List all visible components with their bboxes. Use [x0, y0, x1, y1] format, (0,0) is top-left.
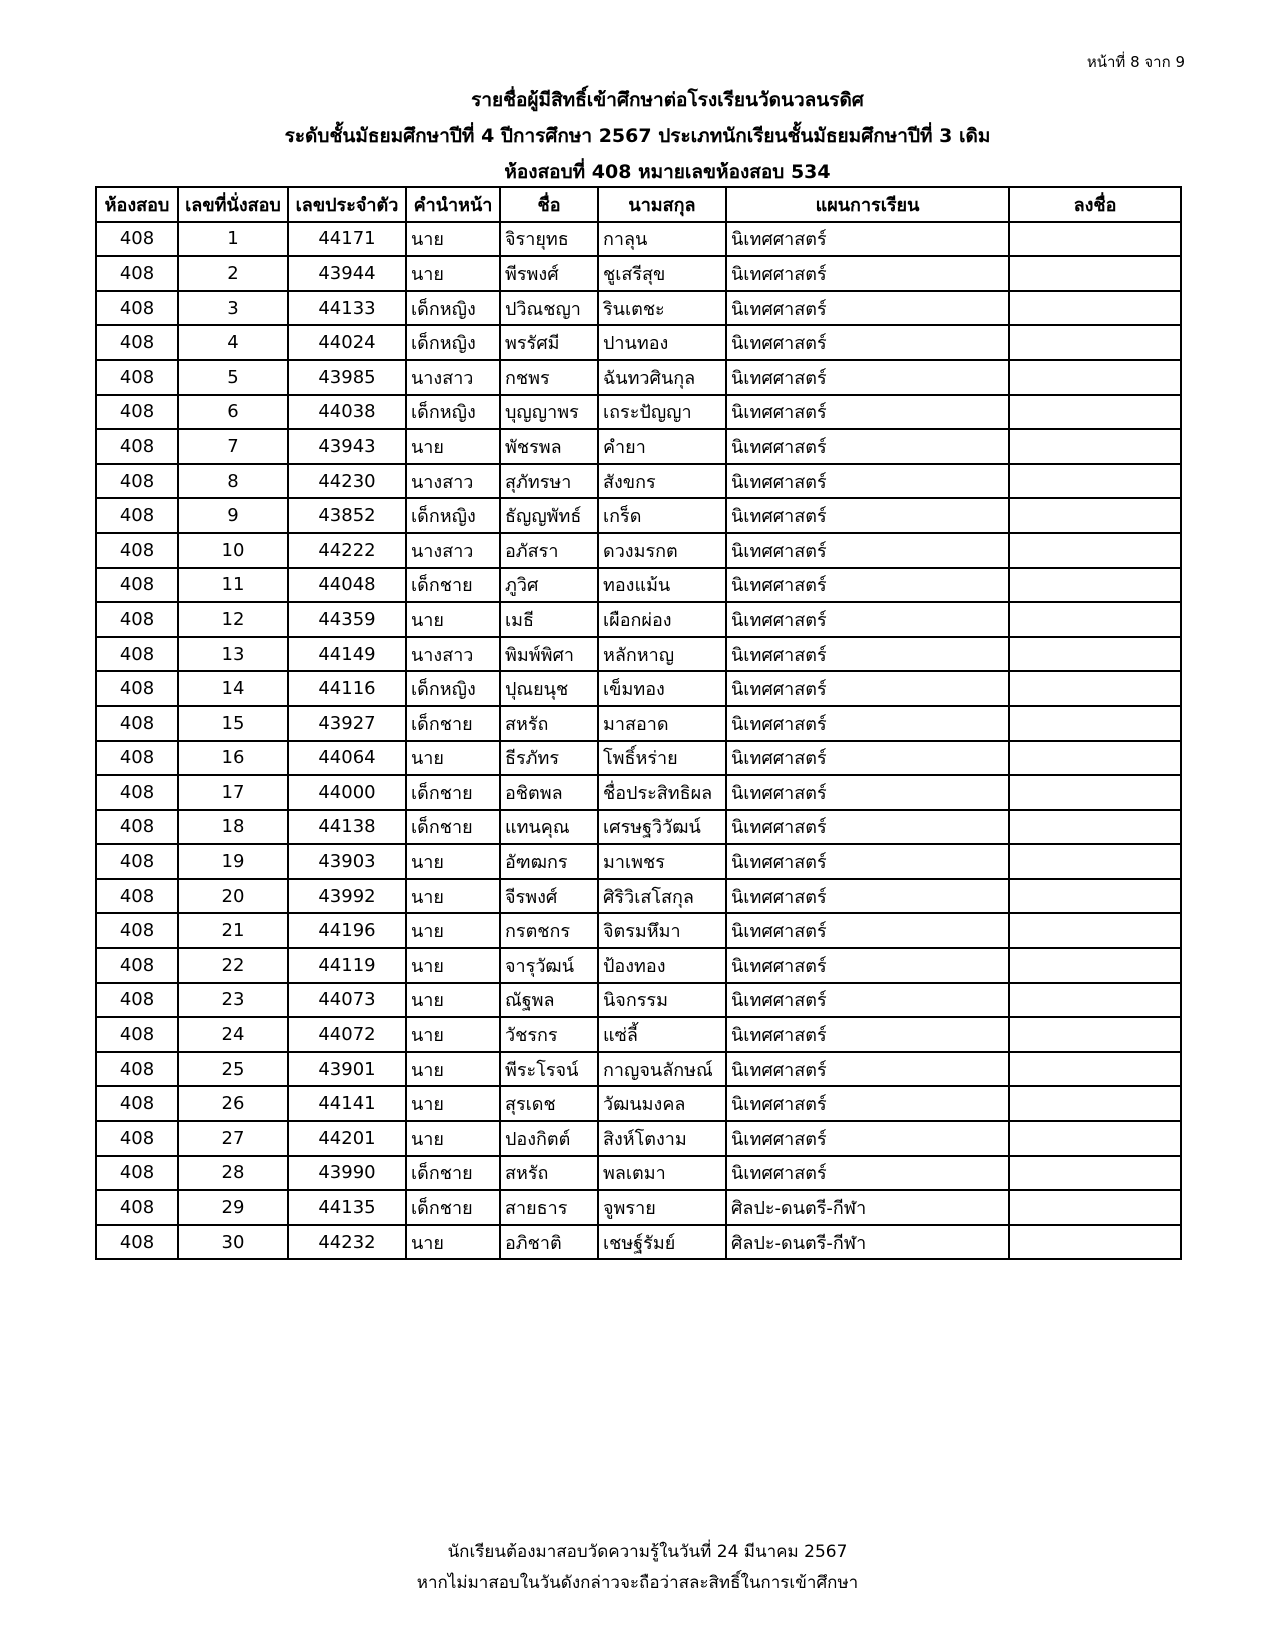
signature-cell[interactable]	[1009, 844, 1181, 879]
first-name-cell: จีรพงศ์	[500, 879, 598, 914]
table-row	[96, 741, 1181, 776]
last-name-cell: เชษฐ์รัมย์	[598, 1225, 726, 1260]
prefix-cell: เด็กหญิง	[406, 291, 500, 326]
table-row	[96, 879, 1181, 914]
student-id-cell: 44119	[288, 948, 406, 983]
student-id-cell: 43992	[288, 879, 406, 914]
prefix-cell: เด็กชาย	[406, 568, 500, 603]
exam-room-cell: 408	[96, 325, 178, 360]
table-row	[96, 568, 1181, 603]
prefix-cell: นาย	[406, 948, 500, 983]
table-row	[96, 775, 1181, 810]
last-name-cell: เกร็ด	[598, 498, 726, 533]
signature-cell[interactable]	[1009, 498, 1181, 533]
prefix-cell: นาย	[406, 1225, 500, 1260]
signature-cell[interactable]	[1009, 568, 1181, 603]
seat-number-cell: 11	[178, 568, 288, 603]
last-name-cell: เข็มทอง	[598, 671, 726, 706]
student-id-cell: 43985	[288, 360, 406, 395]
student-roster-table	[95, 186, 1182, 1260]
first-name-cell: สหรัถ	[500, 1156, 598, 1191]
last-name-cell: ชูเสรีสุข	[598, 256, 726, 291]
study-plan-cell: นิเทศศาสตร์	[726, 464, 1009, 499]
exam-room-cell: 408	[96, 1190, 178, 1225]
signature-cell[interactable]	[1009, 1190, 1181, 1225]
exam-room-cell: 408	[96, 879, 178, 914]
study-plan-cell: นิเทศศาสตร์	[726, 1156, 1009, 1191]
signature-cell[interactable]	[1009, 291, 1181, 326]
forfeit-notice: หากไม่มาสอบในวันดังกล่าวจะถือว่าสละสิทธิ์ในการเข้าศึกษา	[416, 1573, 859, 1593]
last-name-cell: โพธิ์หร่าย	[598, 741, 726, 776]
last-name-cell: นิจกรรม	[598, 983, 726, 1018]
student-id-cell: 44073	[288, 983, 406, 1018]
study-plan-cell: นิเทศศาสตร์	[726, 395, 1009, 430]
study-plan-cell: นิเทศศาสตร์	[726, 602, 1009, 637]
first-name-cell: ปองกิตต์	[500, 1121, 598, 1156]
study-plan-cell: นิเทศศาสตร์	[726, 741, 1009, 776]
first-name-cell: พีรพงศ์	[500, 256, 598, 291]
study-plan-cell: นิเทศศาสตร์	[726, 1052, 1009, 1087]
table-row	[96, 464, 1181, 499]
exam-room-cell: 408	[96, 844, 178, 879]
signature-cell[interactable]	[1009, 706, 1181, 741]
seat-number-cell: 2	[178, 256, 288, 291]
signature-cell[interactable]	[1009, 325, 1181, 360]
signature-cell[interactable]	[1009, 464, 1181, 499]
signature-cell[interactable]	[1009, 1225, 1181, 1260]
last-name-cell: คำยา	[598, 429, 726, 464]
prefix-cell: เด็กหญิง	[406, 395, 500, 430]
first-name-cell: ปุณยนุช	[500, 671, 598, 706]
prefix-cell: นาย	[406, 913, 500, 948]
student-id-cell: 44171	[288, 222, 406, 257]
student-id-cell: 43901	[288, 1052, 406, 1087]
exam-room-cell: 408	[96, 1017, 178, 1052]
seat-number-cell: 15	[178, 706, 288, 741]
student-id-cell: 44222	[288, 533, 406, 568]
signature-cell[interactable]	[1009, 1121, 1181, 1156]
student-id-cell: 44135	[288, 1190, 406, 1225]
student-id-cell: 44133	[288, 291, 406, 326]
study-plan-cell: นิเทศศาสตร์	[726, 913, 1009, 948]
student-id-cell: 44359	[288, 602, 406, 637]
footer-notice	[0, 1537, 1275, 1599]
student-id-cell: 44000	[288, 775, 406, 810]
last-name-cell: ฉันทวศินกุล	[598, 360, 726, 395]
table-row	[96, 256, 1181, 291]
first-name-cell: วัชรกร	[500, 1017, 598, 1052]
first-name-cell: พิมพ์พิศา	[500, 637, 598, 672]
first-name-cell: ธีรภัทร	[500, 741, 598, 776]
seat-number-cell: 24	[178, 1017, 288, 1052]
first-name-cell: บุญญาพร	[500, 395, 598, 430]
last-name-cell: ชื่อประสิทธิผล	[598, 775, 726, 810]
prefix-cell: นาย	[406, 222, 500, 257]
last-name-cell: มาสอาด	[598, 706, 726, 741]
study-plan-cell: นิเทศศาสตร์	[726, 429, 1009, 464]
study-plan-cell: นิเทศศาสตร์	[726, 844, 1009, 879]
exam-room-cell: 408	[96, 983, 178, 1018]
signature-cell[interactable]	[1009, 637, 1181, 672]
last-name-cell: กาลุน	[598, 222, 726, 257]
last-name-cell: ปานทอง	[598, 325, 726, 360]
prefix-cell: นาย	[406, 1121, 500, 1156]
page-number: หน้าที่ 8 จาก 9	[1086, 53, 1185, 71]
table-row	[96, 602, 1181, 637]
prefix-cell: เด็กชาย	[406, 810, 500, 845]
exam-room-cell: 408	[96, 741, 178, 776]
prefix-cell: นาย	[406, 256, 500, 291]
exam-room-cell: 408	[96, 1052, 178, 1087]
study-plan-cell: นิเทศศาสตร์	[726, 1086, 1009, 1121]
student-id-cell: 44149	[288, 637, 406, 672]
first-name-cell: สายธาร	[500, 1190, 598, 1225]
signature-cell[interactable]	[1009, 879, 1181, 914]
first-name-cell: สุภัทรษา	[500, 464, 598, 499]
study-plan-cell: นิเทศศาสตร์	[726, 810, 1009, 845]
table-row	[96, 948, 1181, 983]
seat-number-cell: 9	[178, 498, 288, 533]
prefix-cell: นาย	[406, 1086, 500, 1121]
seat-number-cell: 22	[178, 948, 288, 983]
first-name-cell: อภิชาติ	[500, 1225, 598, 1260]
exam-room-cell: 408	[96, 1086, 178, 1121]
student-id-cell: 44196	[288, 913, 406, 948]
seat-number-cell: 29	[178, 1190, 288, 1225]
last-name-cell: หลักหาญ	[598, 637, 726, 672]
study-plan-cell: นิเทศศาสตร์	[726, 325, 1009, 360]
signature-cell[interactable]	[1009, 983, 1181, 1018]
table-row	[96, 1086, 1181, 1121]
first-name-cell: กชพร	[500, 360, 598, 395]
first-name-cell: จิรายุทธ	[500, 222, 598, 257]
first-name-cell: อัฑฒกร	[500, 844, 598, 879]
first-name-cell: พรรัศมี	[500, 325, 598, 360]
table-row	[96, 913, 1181, 948]
student-id-cell: 43852	[288, 498, 406, 533]
exam-room-cell: 408	[96, 948, 178, 983]
signature-cell[interactable]	[1009, 395, 1181, 430]
table-row	[96, 706, 1181, 741]
table-header-row	[96, 187, 1181, 222]
study-plan-cell: นิเทศศาสตร์	[726, 637, 1009, 672]
exam-room-title: ห้องสอบที่ 408 หมายเลขห้องสอบ 534	[504, 161, 831, 183]
signature-cell[interactable]	[1009, 1017, 1181, 1052]
study-plan-cell: นิเทศศาสตร์	[726, 498, 1009, 533]
header-signature: ลงชื่อ	[1009, 187, 1181, 222]
prefix-cell: เด็กชาย	[406, 1156, 500, 1191]
table-row	[96, 429, 1181, 464]
student-id-cell: 44048	[288, 568, 406, 603]
exam-room-cell: 408	[96, 1121, 178, 1156]
first-name-cell: ณัฐพล	[500, 983, 598, 1018]
seat-number-cell: 20	[178, 879, 288, 914]
last-name-cell: เถระปัญญา	[598, 395, 726, 430]
study-plan-cell: ศิลปะ-ดนตรี-กีฬา	[726, 1225, 1009, 1260]
table-row	[96, 810, 1181, 845]
exam-room-cell: 408	[96, 429, 178, 464]
prefix-cell: นาย	[406, 1017, 500, 1052]
header-seat-number: เลขที่นั่งสอบ	[178, 187, 288, 222]
first-name-cell: จารุวัฒน์	[500, 948, 598, 983]
table-row	[96, 533, 1181, 568]
document-subtitle: ระดับชั้นมัธยมศึกษาปีที่ 4 ปีการศึกษา 2567 ประเภทนักเรียนชั้นมัธยมศึกษาปีที่ 3 เดิม	[284, 125, 991, 147]
signature-cell[interactable]	[1009, 913, 1181, 948]
prefix-cell: นางสาว	[406, 360, 500, 395]
seat-number-cell: 7	[178, 429, 288, 464]
last-name-cell: ศิริวิเสโสกุล	[598, 879, 726, 914]
prefix-cell: นาย	[406, 429, 500, 464]
table-row	[96, 498, 1181, 533]
exam-room-cell: 408	[96, 706, 178, 741]
seat-number-cell: 28	[178, 1156, 288, 1191]
header-last-name: นามสกุล	[598, 187, 726, 222]
table-row	[96, 1017, 1181, 1052]
table-row	[96, 1121, 1181, 1156]
signature-cell[interactable]	[1009, 1086, 1181, 1121]
exam-room-cell: 408	[96, 360, 178, 395]
header-student-id: เลขประจำตัว	[288, 187, 406, 222]
study-plan-cell: นิเทศศาสตร์	[726, 256, 1009, 291]
exam-room-cell: 408	[96, 1225, 178, 1260]
seat-number-cell: 6	[178, 395, 288, 430]
student-id-cell: 44141	[288, 1086, 406, 1121]
prefix-cell: เด็กหญิง	[406, 325, 500, 360]
first-name-cell: อภัสรา	[500, 533, 598, 568]
last-name-cell: เผือกผ่อง	[598, 602, 726, 637]
study-plan-cell: นิเทศศาสตร์	[726, 983, 1009, 1018]
study-plan-cell: นิเทศศาสตร์	[726, 1121, 1009, 1156]
student-id-cell: 44072	[288, 1017, 406, 1052]
prefix-cell: เด็กชาย	[406, 706, 500, 741]
seat-number-cell: 5	[178, 360, 288, 395]
student-id-cell: 44024	[288, 325, 406, 360]
prefix-cell: นางสาว	[406, 533, 500, 568]
study-plan-cell: นิเทศศาสตร์	[726, 291, 1009, 326]
student-id-cell: 44232	[288, 1225, 406, 1260]
signature-cell[interactable]	[1009, 533, 1181, 568]
prefix-cell: นางสาว	[406, 464, 500, 499]
exam-date-notice: นักเรียนต้องมาสอบวัดความรู้ในวันที่ 24 มีนาคม 2567	[447, 1542, 848, 1562]
table-row	[96, 360, 1181, 395]
student-id-cell: 44230	[288, 464, 406, 499]
student-id-cell: 43903	[288, 844, 406, 879]
seat-number-cell: 10	[178, 533, 288, 568]
exam-room-cell: 408	[96, 291, 178, 326]
exam-room-cell: 408	[96, 498, 178, 533]
seat-number-cell: 4	[178, 325, 288, 360]
signature-cell[interactable]	[1009, 429, 1181, 464]
student-id-cell: 43990	[288, 1156, 406, 1191]
student-id-cell: 44116	[288, 671, 406, 706]
last-name-cell: รินเตชะ	[598, 291, 726, 326]
study-plan-cell: นิเทศศาสตร์	[726, 706, 1009, 741]
study-plan-cell: นิเทศศาสตร์	[726, 671, 1009, 706]
seat-number-cell: 18	[178, 810, 288, 845]
prefix-cell: นางสาว	[406, 637, 500, 672]
header-first-name: ชื่อ	[500, 187, 598, 222]
exam-room-cell: 408	[96, 602, 178, 637]
student-id-cell: 43927	[288, 706, 406, 741]
first-name-cell: ปวิณชญา	[500, 291, 598, 326]
table-row	[96, 844, 1181, 879]
table-row	[96, 325, 1181, 360]
last-name-cell: พลเตมา	[598, 1156, 726, 1191]
seat-number-cell: 3	[178, 291, 288, 326]
seat-number-cell: 17	[178, 775, 288, 810]
prefix-cell: นาย	[406, 602, 500, 637]
student-id-cell: 44064	[288, 741, 406, 776]
exam-room-cell: 408	[96, 1156, 178, 1191]
last-name-cell: แซ่ลี้	[598, 1017, 726, 1052]
student-id-cell: 43944	[288, 256, 406, 291]
signature-cell[interactable]	[1009, 222, 1181, 257]
study-plan-cell: นิเทศศาสตร์	[726, 948, 1009, 983]
table-row	[96, 637, 1181, 672]
last-name-cell: ป้องทอง	[598, 948, 726, 983]
exam-room-cell: 408	[96, 395, 178, 430]
signature-cell[interactable]	[1009, 775, 1181, 810]
seat-number-cell: 23	[178, 983, 288, 1018]
last-name-cell: สิงห์โตงาม	[598, 1121, 726, 1156]
student-id-cell: 44138	[288, 810, 406, 845]
seat-number-cell: 27	[178, 1121, 288, 1156]
seat-number-cell: 8	[178, 464, 288, 499]
study-plan-cell: นิเทศศาสตร์	[726, 879, 1009, 914]
study-plan-cell: ศิลปะ-ดนตรี-กีฬา	[726, 1190, 1009, 1225]
seat-number-cell: 30	[178, 1225, 288, 1260]
prefix-cell: เด็กหญิง	[406, 498, 500, 533]
prefix-cell: เด็กชาย	[406, 775, 500, 810]
study-plan-cell: นิเทศศาสตร์	[726, 222, 1009, 257]
signature-cell[interactable]	[1009, 360, 1181, 395]
document-title: รายชื่อผู้มีสิทธิ์เข้าศึกษาต่อโรงเรียนวัดนวลนรดิศ	[471, 89, 864, 111]
first-name-cell: ธัญญพัทธ์	[500, 498, 598, 533]
last-name-cell: กาญจนลักษณ์	[598, 1052, 726, 1087]
table-row	[96, 1225, 1181, 1260]
table-row	[96, 983, 1181, 1018]
study-plan-cell: นิเทศศาสตร์	[726, 568, 1009, 603]
seat-number-cell: 1	[178, 222, 288, 257]
prefix-cell: เด็กชาย	[406, 1190, 500, 1225]
student-id-cell: 43943	[288, 429, 406, 464]
signature-cell[interactable]	[1009, 256, 1181, 291]
first-name-cell: ภูวิศ	[500, 568, 598, 603]
first-name-cell: แทนคุณ	[500, 810, 598, 845]
prefix-cell: นาย	[406, 1052, 500, 1087]
first-name-cell: พีระโรจน์	[500, 1052, 598, 1087]
study-plan-cell: นิเทศศาสตร์	[726, 360, 1009, 395]
table-row	[96, 671, 1181, 706]
exam-room-cell: 408	[96, 533, 178, 568]
last-name-cell: สังขกร	[598, 464, 726, 499]
exam-room-cell: 408	[96, 775, 178, 810]
first-name-cell: เมธี	[500, 602, 598, 637]
study-plan-cell: นิเทศศาสตร์	[726, 775, 1009, 810]
seat-number-cell: 21	[178, 913, 288, 948]
study-plan-cell: นิเทศศาสตร์	[726, 533, 1009, 568]
table-row	[96, 291, 1181, 326]
exam-room-cell: 408	[96, 256, 178, 291]
prefix-cell: นาย	[406, 879, 500, 914]
seat-number-cell: 19	[178, 844, 288, 879]
table-row	[96, 395, 1181, 430]
exam-room-cell: 408	[96, 913, 178, 948]
table-row	[96, 1190, 1181, 1225]
exam-room-cell: 408	[96, 568, 178, 603]
student-id-cell: 44201	[288, 1121, 406, 1156]
signature-cell[interactable]	[1009, 1052, 1181, 1087]
student-id-cell: 44038	[288, 395, 406, 430]
prefix-cell: นาย	[406, 741, 500, 776]
exam-room-cell: 408	[96, 222, 178, 257]
table-row	[96, 222, 1181, 257]
first-name-cell: กรตชกร	[500, 913, 598, 948]
exam-room-cell: 408	[96, 464, 178, 499]
first-name-cell: สหรัถ	[500, 706, 598, 741]
study-plan-cell: นิเทศศาสตร์	[726, 1017, 1009, 1052]
signature-cell[interactable]	[1009, 602, 1181, 637]
last-name-cell: จูพราย	[598, 1190, 726, 1225]
last-name-cell: ดวงมรกต	[598, 533, 726, 568]
last-name-cell: เศรษฐวิวัฒน์	[598, 810, 726, 845]
header-study-plan: แผนการเรียน	[726, 187, 1009, 222]
seat-number-cell: 16	[178, 741, 288, 776]
first-name-cell: สุรเดช	[500, 1086, 598, 1121]
exam-room-cell: 408	[96, 671, 178, 706]
prefix-cell: เด็กหญิง	[406, 671, 500, 706]
prefix-cell: นาย	[406, 983, 500, 1018]
header-prefix: คำนำหน้า	[406, 187, 500, 222]
signature-cell[interactable]	[1009, 810, 1181, 845]
seat-number-cell: 25	[178, 1052, 288, 1087]
seat-number-cell: 14	[178, 671, 288, 706]
last-name-cell: จิตรมหึมา	[598, 913, 726, 948]
signature-cell[interactable]	[1009, 741, 1181, 776]
first-name-cell: อชิตพล	[500, 775, 598, 810]
seat-number-cell: 13	[178, 637, 288, 672]
last-name-cell: มาเพชร	[598, 844, 726, 879]
header-exam-room: ห้องสอบ	[96, 187, 178, 222]
exam-room-cell: 408	[96, 637, 178, 672]
document-header	[0, 82, 1275, 190]
last-name-cell: ทองแม้น	[598, 568, 726, 603]
prefix-cell: นาย	[406, 844, 500, 879]
signature-cell[interactable]	[1009, 671, 1181, 706]
table-body	[96, 222, 1181, 1260]
table-row	[96, 1052, 1181, 1087]
exam-room-cell: 408	[96, 810, 178, 845]
seat-number-cell: 12	[178, 602, 288, 637]
seat-number-cell: 26	[178, 1086, 288, 1121]
last-name-cell: วัฒนมงคล	[598, 1086, 726, 1121]
signature-cell[interactable]	[1009, 1156, 1181, 1191]
first-name-cell: พัชรพล	[500, 429, 598, 464]
signature-cell[interactable]	[1009, 948, 1181, 983]
table-row	[96, 1156, 1181, 1191]
